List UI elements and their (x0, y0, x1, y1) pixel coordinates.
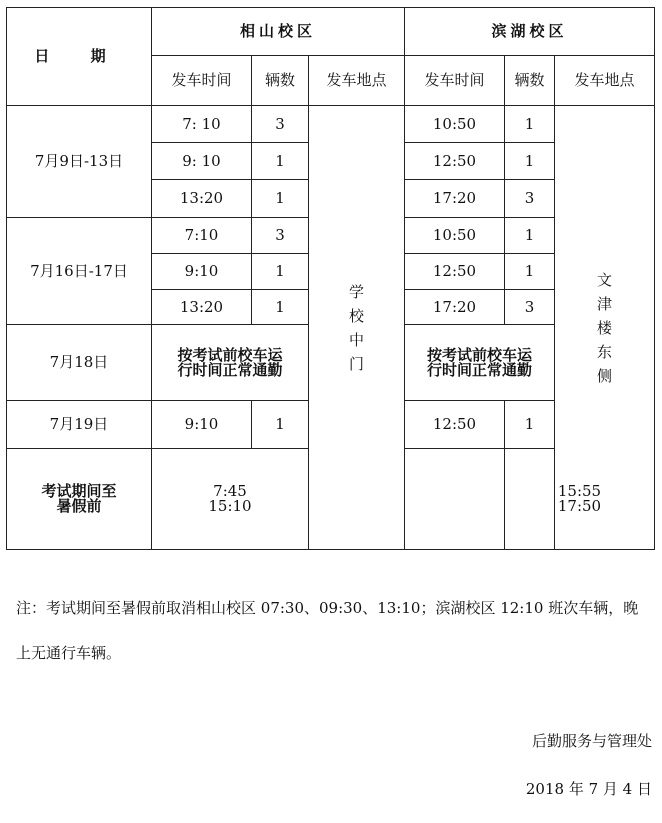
date-line: 考试期间至 (41, 482, 117, 500)
count-cell: 1 (252, 254, 309, 290)
count-cell: 1 (252, 401, 309, 449)
place-a-cell (309, 106, 405, 550)
count-cell: 1 (505, 143, 555, 180)
col-place-a: 发车地点 (309, 56, 405, 106)
count-cell: 1 (252, 143, 309, 180)
time-cell: 7:10 (152, 218, 252, 254)
note-line: 按考试前校车运 (426, 345, 532, 364)
time-line: 17:50 (557, 497, 602, 515)
date-cell: 7月19日 (7, 401, 152, 449)
time-cell: 12:50 (405, 254, 505, 290)
time-cell: 9:10 (152, 254, 252, 290)
table-row (7, 106, 655, 143)
normal-schedule-note-b (405, 325, 555, 401)
time-cell: 12:50 (405, 401, 505, 449)
col-time-b: 发车时间 (405, 56, 505, 106)
time-cell: 9: 10 (152, 143, 252, 180)
count-cell: 1 (505, 106, 555, 143)
bus-schedule-table (6, 7, 655, 550)
date-line: 暑假前 (56, 497, 102, 515)
place-a-text: 学校中门 (348, 282, 364, 373)
date-cell: 7月16日-17日 (7, 218, 152, 325)
time-cell: 17:20 (405, 290, 505, 325)
time-cell: 10:50 (405, 218, 505, 254)
col-place-b: 发车地点 (555, 56, 655, 106)
exam-times-b (505, 449, 655, 550)
note-line: 行时间正常通勤 (426, 360, 532, 379)
col-count-a: 辆数 (252, 56, 309, 106)
department-signature: 后勤服务与管理处 (531, 732, 652, 750)
campus-b-header: 滨湖校区 (405, 8, 655, 56)
count-cell: 1 (505, 254, 555, 290)
count-cell: 1 (505, 218, 555, 254)
note-line: 按考试前校车运 (177, 345, 283, 364)
time-cell: 9:10 (152, 401, 252, 449)
time-line: 7:45 (213, 482, 247, 500)
count-cell: 1 (505, 401, 555, 449)
count-cell: 1 (252, 180, 309, 218)
time-cell: 17:20 (405, 180, 505, 218)
time-cell: 7: 10 (152, 106, 252, 143)
col-count-b: 辆数 (505, 56, 555, 106)
time-cell: 12:50 (405, 143, 505, 180)
count-cell: 3 (505, 290, 555, 325)
date-cell: 7月18日 (7, 325, 152, 401)
empty-cell (405, 449, 505, 550)
place-b-text: 文津楼东侧 (596, 270, 612, 385)
note-paragraph: 注：考试期间至暑假前取消相山校区 07:30、09:30、13:10；滨湖校区 12:10 班次车辆，晚上无通行车辆。 (16, 599, 639, 662)
exam-times-a (152, 449, 309, 550)
col-time-a: 发车时间 (152, 56, 252, 106)
issue-date: 2018 年 7 月 4 日 (525, 780, 652, 798)
time-line: 15:55 (557, 482, 602, 500)
date-header: 日 期 (7, 8, 152, 106)
count-cell: 3 (505, 180, 555, 218)
time-cell: 13:20 (152, 290, 252, 325)
count-cell: 3 (252, 106, 309, 143)
time-cell: 10:50 (405, 106, 505, 143)
date-cell: 7月9日-13日 (7, 106, 152, 218)
time-line: 15:10 (208, 497, 252, 515)
count-cell: 1 (252, 290, 309, 325)
normal-schedule-note-a (152, 325, 309, 401)
note-line: 行时间正常通勤 (177, 360, 283, 379)
date-cell (7, 449, 152, 550)
time-cell: 13:20 (152, 180, 252, 218)
campus-a-header: 相山校区 (152, 8, 405, 56)
count-cell: 3 (252, 218, 309, 254)
